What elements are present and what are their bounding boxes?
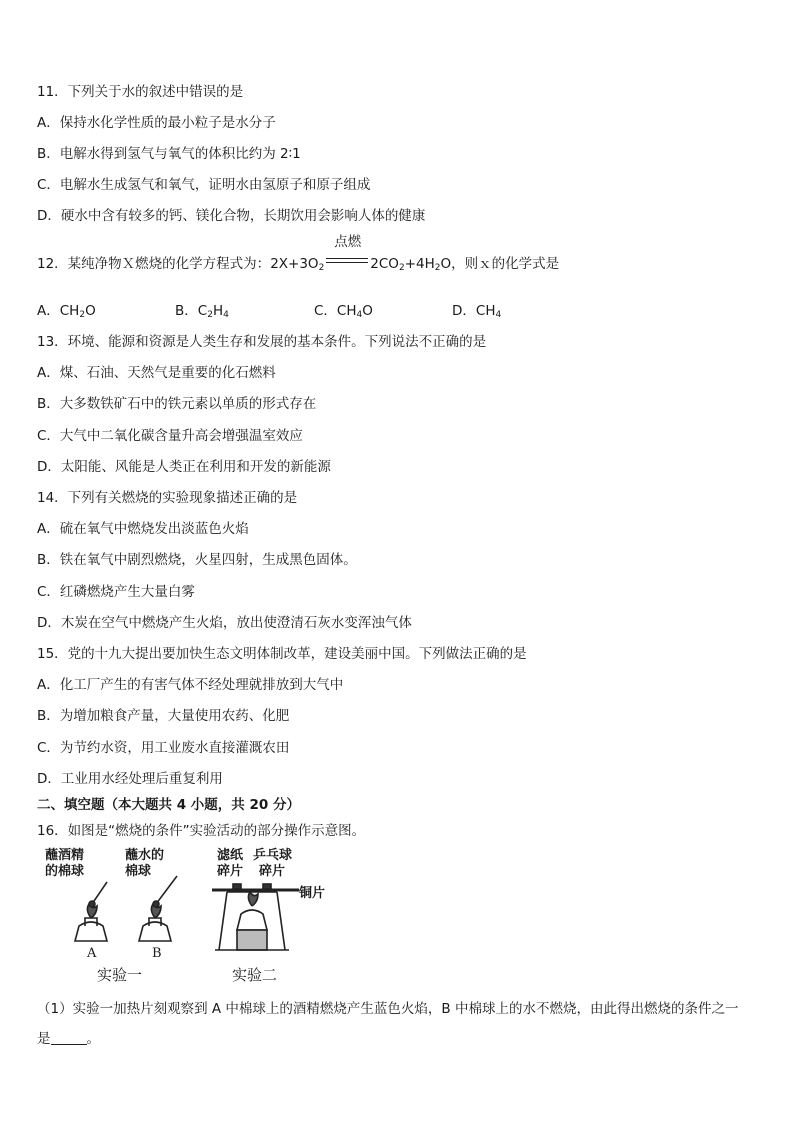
label-filter-paper-1: 滤纸 xyxy=(217,848,244,863)
q16-stem: 16．如图是“燃烧的条件”实验活动的部分操作示意图。 xyxy=(37,823,366,839)
q16-sub1-prefix: 是 xyxy=(37,1031,51,1047)
eq-left-sub: 2 xyxy=(318,263,325,273)
label-water-cotton-1: 蘸水的 xyxy=(125,848,165,863)
q12-stem-prefix: 12．某纯净物Ｘ燃烧的化学方程式为： xyxy=(37,256,271,272)
eq-condition: 点燃 xyxy=(334,234,362,250)
q16-sub1-line1: （1）实验一加热片刻观察到 A 中棉球上的酒精燃烧产生蓝色火焰，B 中棉球上的水不燃烧，由此得出燃烧的条件之一 xyxy=(37,1001,739,1017)
q11-option-d: D．硬水中含有较多的钙、镁化合物，长期饮用会影响人体的健康 xyxy=(37,208,426,224)
eq-right-2: +4H xyxy=(404,256,435,272)
q14-option-a: A．硫在氧气中燃烧发出淡蓝色火焰 xyxy=(37,521,249,537)
eq-right-2-sub: 2 xyxy=(434,263,441,273)
q12-option-b: B．$C_2H_4$ xyxy=(175,303,229,320)
q15-option-b: B．为增加粮食产量，大量使用农药、化肥 xyxy=(37,708,290,724)
q11-stem: 11．下列关于水的叙述中错误的是 xyxy=(37,84,244,100)
q11-option-b: B．电解水得到氢气与氧气的体积比约为 2∶1 xyxy=(37,146,301,162)
label-alcohol-cotton-2: 的棉球 xyxy=(45,864,85,879)
q14-option-d: D．木炭在空气中燃烧产生火焰，放出使澄清石灰水变浑浊气体 xyxy=(37,615,412,631)
label-alcohol-cotton-1: 蘸酒精 xyxy=(45,848,85,863)
label-filter-paper-2: 碎片 xyxy=(217,864,244,879)
label-water-cotton-2: 棉球 xyxy=(125,864,152,879)
q13-option-c: C．大气中二氧化碳含量升高会增强温室效应 xyxy=(37,428,303,444)
q12-option-c: C．$CH_4O$ xyxy=(314,303,373,320)
q12-option-d: D．$CH_4$ xyxy=(452,303,502,320)
experiment-figure xyxy=(37,846,327,986)
label-pingpong-1: 乒乓球 xyxy=(253,848,293,863)
q12-option-a: A．$CH_2O$ xyxy=(37,303,96,320)
q15-option-a: A．化工厂产生的有害气体不经处理就排放到大气中 xyxy=(37,677,344,693)
apparatus-drawing xyxy=(37,846,327,986)
q15-stem: 15．党的十九大提出要加快生态文明体制改革，建设美丽中国。下列做法正确的是 xyxy=(37,646,527,662)
alcohol-lamp-a-icon xyxy=(75,882,107,941)
q13-option-a: A．煤、石油、天然气是重要的化石燃料 xyxy=(37,365,276,381)
q16-sub1-line2 xyxy=(37,1030,100,1048)
q11-option-c: C．电解水生成氢气和氧气，证明水由氢原子和原子组成 xyxy=(37,177,371,193)
q11-option-a: A．保持水化学性质的最小粒子是水分子 xyxy=(37,115,276,131)
q12-equation xyxy=(270,234,452,273)
q14-option-c: C．红磷燃烧产生大量白雾 xyxy=(37,584,195,600)
q12-stem xyxy=(37,234,560,273)
q15-option-c: C．为节约水资，用工业废水直接灌溉农田 xyxy=(37,740,290,756)
q14-option-b: B．铁在氧气中剧烈燃烧，火星四射，生成黑色固体。 xyxy=(37,552,357,568)
label-a: A xyxy=(87,946,97,961)
alcohol-lamp-b-icon xyxy=(139,876,177,941)
eq-double-line xyxy=(326,257,368,265)
eq-right-3: O xyxy=(440,256,452,272)
eq-arrow xyxy=(324,234,370,273)
caption-experiment-1: 实验一 xyxy=(97,966,143,984)
label-pingpong-2: 碎片 xyxy=(259,864,286,879)
q15-option-d: D．工业用水经处理后重复利用 xyxy=(37,771,223,787)
label-copper-sheet: 铜片 xyxy=(299,886,326,901)
eq-left: 2X+3O xyxy=(270,256,319,272)
answer-blank[interactable] xyxy=(51,1031,87,1045)
q16-sub1-suffix: 。 xyxy=(86,1031,100,1047)
caption-experiment-2: 实验二 xyxy=(232,966,278,984)
q13-option-d: D．太阳能、风能是人类正在利用和开发的新能源 xyxy=(37,459,331,475)
q14-stem: 14．下列有关燃烧的实验现象描述正确的是 xyxy=(37,490,298,506)
q12-stem-suffix: ，则ｘ的化学式是 xyxy=(451,256,560,272)
section-title: 二、填空题（本大题共 4 小题，共 20 分） xyxy=(37,797,300,813)
label-b: B xyxy=(152,946,162,961)
q13-stem: 13．环境、能源和资源是人类生存和发展的基本条件。下列说法不正确的是 xyxy=(37,334,487,350)
eq-right-1-sub: 2 xyxy=(398,263,405,273)
tripod-stand-icon xyxy=(212,884,299,950)
q13-option-b: B．大多数铁矿石中的铁元素以单质的形式存在 xyxy=(37,396,317,412)
eq-right-1: 2CO xyxy=(370,256,399,272)
